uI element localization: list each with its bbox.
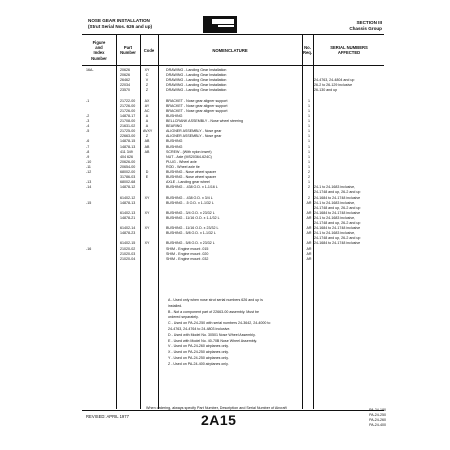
cell-part: 20626-00 — [120, 159, 136, 164]
cell-req: 2 — [308, 175, 310, 180]
cell-req: AR — [306, 200, 312, 205]
cell-req: AR — [306, 251, 312, 256]
column-header-part-number — [117, 45, 139, 55]
cell-nom: BUSHING - 5/8 O.D. x 1-1/32 L — [166, 231, 216, 236]
cell-code: Z — [145, 83, 149, 88]
cell-part: 14878-21 — [120, 215, 136, 220]
cell-nom: BUSHING - .438 O.D. x 3/4 L — [166, 195, 213, 200]
cell-code: AB — [144, 144, 150, 149]
cell-ser: 24-1 to 24-1683 inclusive, — [314, 231, 356, 236]
cell-nom: SHIM - Engine mount .020 — [166, 251, 209, 256]
cell-req: AR — [306, 231, 312, 236]
cell-req: 1 — [308, 149, 310, 154]
cell-nom: SHIM - Engine mount .015 — [166, 246, 209, 251]
cell-nom: BUSHING - 5/8 O.D. x 23/32 L — [166, 241, 215, 246]
cell-ser: 24-1684 to 24-1748 inclusive — [314, 226, 361, 231]
cell-req: AR — [306, 246, 312, 251]
cell-nom: DRAWING - Landing Gear Installation — [166, 78, 227, 83]
cell-ser: 24-1748 and up, 26-2 and up — [314, 221, 361, 225]
col-req-line: No. — [304, 45, 311, 50]
note-line: X - Used on PA-24-250 airplanes only. — [168, 350, 229, 355]
cell-part: 68002-00 — [120, 170, 136, 174]
cell-ser: 24-1748 and up, 26-2 and up — [314, 190, 361, 195]
cell-nom: PLUG - Wheel axle — [166, 159, 197, 164]
column-header-req — [302, 45, 313, 55]
cell-nom: DRAWING - Landing Gear Installation — [166, 83, 227, 88]
model-line: PA-24-180 — [369, 408, 386, 412]
cell-req: 1 — [308, 129, 310, 134]
header-title-line2: (Strut Serial Nos. 626 and up) — [88, 24, 153, 29]
cell-fig: -11 — [86, 164, 91, 169]
cell-code: AX — [144, 98, 150, 103]
cell-part: 22034 — [120, 83, 130, 88]
cell-code: V — [145, 78, 149, 83]
piper-logo-icon — [203, 16, 237, 33]
cell-fig: -10 — [86, 159, 92, 164]
cell-part: 61402-12 — [120, 195, 136, 200]
cell-nom: BUSHING - Nose wheel spacer — [166, 175, 217, 180]
page-code: 2A15 — [201, 412, 237, 428]
revision-date: REVISED: APRIL 1977 — [86, 414, 129, 419]
cell-part: 61402-13 — [120, 210, 136, 215]
cell-ser: 24-1684 to 24-1748 inclusive — [314, 241, 361, 246]
column-header-code: Code — [143, 48, 155, 53]
cell-fig: -14 — [86, 185, 92, 190]
cell-nom: AXLE - Landing gear wheel — [166, 180, 210, 185]
cell-nom: DRAWING - Landing Gear Installation — [166, 73, 227, 78]
cell-nom: BUSHING - .5 O.D. x 1-1/32 L — [166, 200, 214, 205]
cell-code: A — [145, 124, 149, 129]
column-header-serial-numbers — [314, 45, 384, 55]
section-line2: Chassis Group — [349, 26, 382, 31]
header-title-line1: NOSE GEAR INSTALLATION — [88, 18, 150, 23]
cell-fig: -12 — [86, 170, 92, 174]
cell-req: 1 — [308, 108, 310, 113]
note-line: installed. — [168, 303, 183, 308]
cell-part: 21722-00 — [120, 98, 136, 103]
cell-code: Z — [145, 134, 149, 139]
cell-fig: -13 — [86, 180, 92, 185]
cell-nom: BUSHING - Nose wheel spacer — [166, 170, 217, 174]
cell-code: XY — [144, 195, 150, 200]
cell-part: 20654-00 — [120, 164, 136, 169]
cell-nom: BUSHING — [166, 113, 183, 118]
cell-nom: NUT - Axle (MS20364-624C) — [166, 154, 212, 159]
cell-req: 1 — [308, 119, 310, 123]
cell-code: XY — [144, 226, 150, 231]
cell-req: 1 — [308, 124, 310, 129]
cell-part: 26462 — [120, 78, 130, 83]
model-line: PA-24-250 — [369, 413, 386, 417]
cell-req: AR — [306, 226, 312, 231]
cell-part: 14878-12 — [120, 185, 136, 190]
cell-part: 14878-23 — [120, 231, 136, 236]
page-header-section — [340, 20, 382, 32]
model-line: PA-24-400 — [369, 423, 386, 427]
cell-part: 21020-02 — [120, 246, 136, 251]
cell-ser: 24-4763, 24-4804 and up — [314, 78, 355, 83]
cell-req: 2 — [308, 195, 310, 200]
cell-code: E — [145, 175, 149, 180]
cell-req: 1 — [308, 134, 310, 139]
cell-req: AR — [306, 210, 312, 215]
col-fig-line: Figure — [92, 40, 106, 45]
cell-nom: BUSHING — [166, 139, 183, 144]
cell-part: 20626 — [120, 73, 130, 78]
cell-nom: BRACKET - Nose gear aligner support — [166, 108, 228, 113]
cell-code: AVXY — [143, 129, 153, 134]
col-fig-line: and — [95, 45, 103, 51]
cell-fig: -15 — [86, 200, 92, 205]
cell-fig: -9 — [86, 154, 90, 159]
cell-ser: 24-1 to 24-1683 inclusive, — [314, 185, 356, 190]
col-part-line: Part — [123, 45, 133, 50]
col-serial-line: AFFECTED — [337, 50, 361, 56]
cell-nom: ALIGNER ASSEMBLY - Nose gear — [166, 134, 222, 139]
cell-fig: 16A- — [86, 68, 94, 72]
cell-nom: BEARING — [166, 124, 183, 129]
cell-req: 1 — [308, 103, 310, 108]
cell-code: AB — [144, 149, 150, 154]
cell-nom: BRACKET - Nose gear aligner support — [166, 103, 228, 108]
note-line: B - Not a component part of 22663-00 assembly. Must be — [168, 309, 260, 314]
cell-fig: -8 — [86, 149, 90, 154]
cell-code: C — [145, 73, 149, 78]
cell-fig: -5 — [86, 129, 90, 134]
column-header-nomenclature: NOMENCLATURE — [212, 48, 248, 53]
cell-nom: BUSHING - 11/16 O.D. x 23/32 L — [166, 226, 219, 231]
cell-code: AB — [144, 139, 150, 144]
cell-nom: SHIM - Engine mount .032 — [166, 256, 209, 261]
cell-code: XY — [144, 210, 150, 215]
cell-fig: -6 — [86, 139, 90, 144]
cell-req: 1 — [308, 154, 310, 159]
cell-req: 1 — [308, 98, 310, 103]
cell-ser: 24-1 to 24-1683 inclusive, — [314, 200, 356, 205]
cell-part: 411 349 — [120, 149, 133, 154]
cell-nom: DRAWING - Landing Gear Installation — [166, 88, 227, 93]
note-line: 24-4763, 24-4764 to 24-4803 inclusive. — [168, 327, 231, 331]
cell-part: 14878-13 — [120, 144, 136, 149]
header-divider — [82, 65, 384, 66]
page-header-title — [88, 18, 152, 30]
cell-code: Z — [145, 88, 149, 93]
cell-part: 31786-03 — [120, 175, 136, 180]
cell-part: 61402-14 — [120, 226, 136, 231]
cell-code: A — [145, 113, 149, 118]
cell-part: 21708-00 — [120, 119, 136, 123]
col-serial-line: SERIAL NUMBERS — [330, 45, 368, 50]
note-line: ordered separately. — [168, 315, 199, 320]
cell-part: 21725-00 — [120, 129, 136, 134]
model-line: PA-24-260 — [369, 418, 386, 422]
cell-fig: -16 — [86, 246, 92, 251]
cell-code: XY — [144, 68, 150, 72]
cell-part: 61402-15 — [120, 241, 136, 246]
cell-req: AR — [306, 256, 312, 261]
cell-nom: ROD - Wheel axle tie — [166, 164, 200, 169]
cell-ser: 24-1748 and up, 26-2 and up — [314, 205, 361, 210]
cell-part: 20626 — [120, 68, 130, 72]
cell-part: 23570 — [120, 88, 130, 93]
table-row — [0, 257, 450, 262]
cell-ser: 24-1684 to 24-1748 inclusive — [314, 210, 361, 215]
section-line1: SECTION III — [356, 20, 382, 25]
cell-nom: BUSHING - 11/16 O.D. x 1-1/32 L — [166, 215, 220, 220]
cell-req: 1 — [308, 113, 310, 118]
column-header-figure-index — [84, 40, 114, 61]
cell-part: 21631-02 — [120, 124, 136, 129]
cell-nom: BUSHING — [166, 144, 183, 149]
cell-part: 22663-00 — [120, 134, 136, 139]
cell-fig: -1 — [86, 98, 90, 103]
cell-part: 404 626 — [120, 154, 133, 159]
cell-ser: 24-1748 and up, 26-2 and up — [314, 236, 361, 241]
note-line: C - Used on PA-24-250 with serial numbers 24-3642, 24-4000 to — [168, 321, 271, 326]
note-line: D - Used with Model No. 30501 Nose Wheel Assembly. — [168, 332, 256, 337]
cell-req: 1 — [308, 139, 310, 144]
cell-code: XY — [144, 241, 150, 246]
note-line: Y - Used on PA-24-250 airplanes only. — [168, 356, 229, 360]
applicable-models — [356, 408, 386, 428]
cell-part: 21020-04 — [120, 256, 136, 261]
cell-part: 68002-68 — [120, 180, 136, 185]
cell-nom: ALIGNER ASSEMBLY - Nose gear — [166, 129, 222, 134]
cell-ser: 24-1 to 24-1683 inclusive, — [314, 215, 356, 220]
col-part-line: Number — [120, 50, 136, 56]
cell-part: 14878-15 — [120, 139, 136, 144]
cell-ser: 26-130 and up — [314, 88, 338, 93]
cell-ser: 26-2 to 26-129 inclusive — [314, 83, 353, 88]
cell-nom: DRAWING - Landing Gear Installation — [166, 68, 227, 72]
note-line: A - Used only when nose strut serial numbers 626 and up is — [168, 298, 263, 302]
cell-fig: -4 — [86, 124, 90, 129]
cell-req: AR — [306, 241, 312, 246]
note-line: V - Used on PA-24-260 airplanes only. — [168, 344, 229, 349]
cell-part: 14878-17 — [120, 113, 136, 118]
col-req-line: Req. — [302, 50, 313, 56]
cell-req: AR — [306, 215, 312, 220]
col-fig-line: Index — [93, 50, 105, 56]
cell-req: 1 — [308, 144, 310, 149]
cell-nom: BUSHING - 3/4 O.D. x 23/32 L — [166, 210, 215, 215]
cell-nom: BRACKET - Nose gear aligner support — [166, 98, 228, 103]
ordering-note: When ordering, always specify Part Number, Description and Serial Number of Aircraft — [146, 406, 287, 410]
cell-part: 21726-00 — [120, 103, 136, 108]
cell-nom: BUSHING - .438 O.D. x 1-1/16 L — [166, 185, 218, 190]
cell-req: 1 — [308, 180, 310, 185]
cell-req: 1 — [308, 164, 310, 169]
cell-code: AY — [144, 103, 150, 108]
note-line: E - Used with Model No. 40-70B Nose Wheel Assembly. — [168, 338, 258, 343]
cell-fig: -7 — [86, 144, 90, 149]
cell-req: 2 — [308, 185, 310, 190]
cell-nom: SCREW - (With nylon insert) — [166, 149, 212, 154]
cell-code: D — [145, 170, 149, 174]
cell-req: 2 — [308, 170, 310, 174]
cell-ser: 24-1684 to 24-1748 inclusive — [314, 195, 361, 200]
cell-part: 21726-00 — [120, 108, 136, 113]
cell-part: 21020-03 — [120, 251, 136, 256]
note-line: Z - Used on PA-24-400 airplanes only. — [168, 361, 229, 366]
cell-code: AC — [144, 108, 150, 113]
cell-fig: -2 — [86, 113, 90, 118]
cell-req: 1 — [308, 159, 310, 164]
cell-code: A — [145, 119, 149, 123]
col-fig-line: Number — [91, 55, 107, 61]
cell-fig: -3 — [86, 119, 90, 123]
cell-part: 14878-13 — [120, 200, 136, 205]
cell-nom: BELLCRANK ASSEMBLY - Nose wheel steering — [166, 119, 243, 123]
